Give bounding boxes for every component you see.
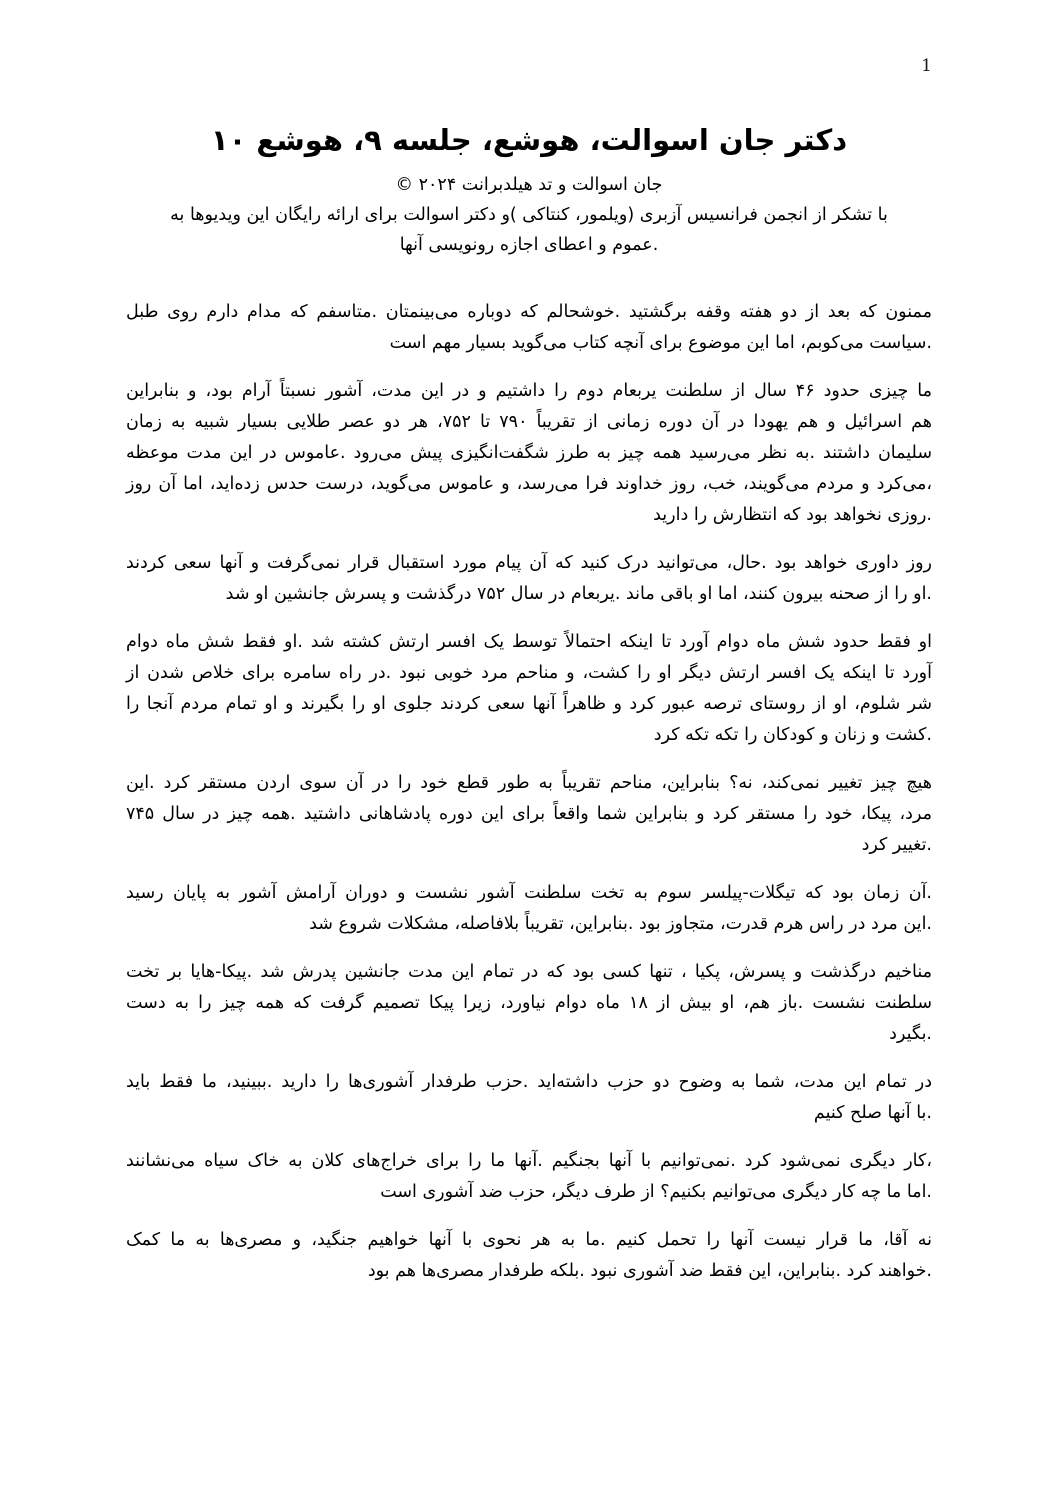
text-line: نه آقا، ما قرار نیست آنها را تحمل کنیم .ما به هر نحوی با آنها خواهیم جنگید، و مصری‌ها به ما کمک [126,1230,932,1250]
paragraph [126,957,932,1050]
paragraph [126,878,932,940]
text-line: .بگیرد [889,1024,932,1044]
text-line: ،می‌کرد و مردم می‌گویند، خب، روز خداوند فرا می‌رسد، و عاموس می‌گوید، درست حدس زده‌اید، اما آن روز [126,474,932,494]
paragraph [126,1067,932,1129]
paragraph [126,297,932,359]
text-line: در تمام این مدت، شما به وضوح دو حزب داشته‌اید .حزب طرفدار آشوری‌ها را دارید .ببینید، ما فقط باید [126,1072,932,1092]
text-line: .روزی نخواهد بود که انتظارش را دارید [653,505,932,525]
subtitle-line: .عموم و اعطای اجازه رونویسی آنها [399,235,659,255]
text-line: مرد، پیکا، خود را مستقر کرد و بنابراین شما واقعاً برای این دوره پادشاهانی داشتید .همه چیز در سال ۷۴۵ [126,804,932,824]
text-line: .او را از صحنه بیرون کنند، اما او باقی ماند .یربعام در سال ۷۵۲ درگذشت و پسرش جانشین او شد [225,584,932,604]
text-line: .این مرد در راس هرم قدرت، متجاوز بود .بنابراین، تقریباً بلافاصله، مشکلات شروع شد [309,914,932,934]
text-line: روز داوری خواهد بود .حال، می‌توانید درک کنید که آن پیام مورد استقبال قرار نمی‌گرفت و آنها سعی کردند [126,553,932,573]
text-line: آورد تا اینکه یک افسر ارتش دیگر او را کشت، و مناحم مرد خوبی نبود .در راه سامره برای خلاص شدن از [126,663,932,683]
text-line: .خواهند کرد .بنابراین، این فقط ضد آشوری نبود .بلکه طرفدار مصری‌ها هم بود [367,1261,932,1281]
text-line: هیچ چیز تغییر نمی‌کند، نه؟ بنابراین، مناحم تقریباً به طور قطع خود را در آن سوی اردن مستقر کرد .این [126,773,932,793]
paragraph [126,376,932,531]
text-line: او فقط حدود شش ماه دوام آورد تا اینکه احتمالاً توسط یک افسر ارتش کشته شد .او فقط شش ماه دوام [126,632,932,652]
text-line: ممنون که بعد از دو هفته وقفه برگشتید .خوشحالم که دوباره می‌بینمتان .متاسفم که مدام دارم روی طبل [126,302,932,322]
text-line: سلیمان داشتند .به نظر می‌رسید همه چیز به طرز شگفت‌انگیزی پیش می‌رود .عاموس در این مدت موعظه [126,443,932,463]
document-body [126,297,932,1287]
text-line: .کشت و زنان و کودکان را تکه تکه کرد [653,725,932,745]
document-title: دکتر جان اسوالت، هوشع، جلسه ۹، هوشع ۱۰ [210,123,848,157]
paragraph [126,548,932,610]
page-number: 1 [921,56,932,76]
text-line: .اما ما چه کار دیگری می‌توانیم بکنیم؟ از طرف دیگر، حزب ضد آشوری است [380,1182,932,1202]
text-line: .تغییر کرد [861,835,932,855]
text-line: سلطنت نشست .باز هم، او بیش از ۱۸ ماه دوام نیاورد، زیرا پیکا تصمیم گرفت که همه چیز را به دست [126,993,932,1013]
subtitle-line: با تشکر از انجمن فرانسیس آزبری (ویلمور، کنتاکی )و دکتر اسوالت برای ارائه رایگان این ویدیوها به [170,205,888,225]
paragraph [126,1146,932,1208]
text-line: شر شلوم، او از روستای ترصه عبور کرد و ظاهراً آنها سعی کردند جلوی او را بگیرند و او تمام مردم آنجا را [126,694,932,714]
subtitle-line: جان اسوالت و تد هیلدبرانت ۲۰۲۴ © [395,175,663,195]
text-line: مناخیم درگذشت و پسرش، پکیا ، تنها کسی بود که در تمام این مدت جانشین پدرش شد .پیکا-هایا بر تخت [126,962,932,982]
text-line: .با آنها صلح کنیم [813,1103,932,1123]
text-line: .آن زمان بود که تیگلات-پیلسر سوم به تخت سلطنت آشور نشست و دوران آرامش آشور به پایان رسید [126,883,932,903]
paragraph [126,768,932,861]
paragraph [126,1225,932,1287]
header-subtitle [126,170,932,260]
paragraph [126,627,932,751]
text-line: ،کار دیگری نمی‌شود کرد .نمی‌توانیم با آنها بجنگیم .آنها ما را برای خراج‌های کلان به خاک سیاه می‌نشانند [126,1151,932,1171]
text-line: ما چیزی حدود ۴۶ سال از سلطنت یربعام دوم را داشتیم و در این مدت، آشور نسبتاً آرام بود، و بنابراین [126,381,932,401]
text-line: هم اسرائیل و هم یهودا در آن دوره زمانی از تقریباً ۷۹۰ تا ۷۵۲، هر دو عصر طلایی بسیار شبیه به زمان [126,412,933,432]
text-line: .سیاست می‌کوبم، اما این موضوع برای آنچه کتاب می‌گوید بسیار مهم است [389,333,932,353]
